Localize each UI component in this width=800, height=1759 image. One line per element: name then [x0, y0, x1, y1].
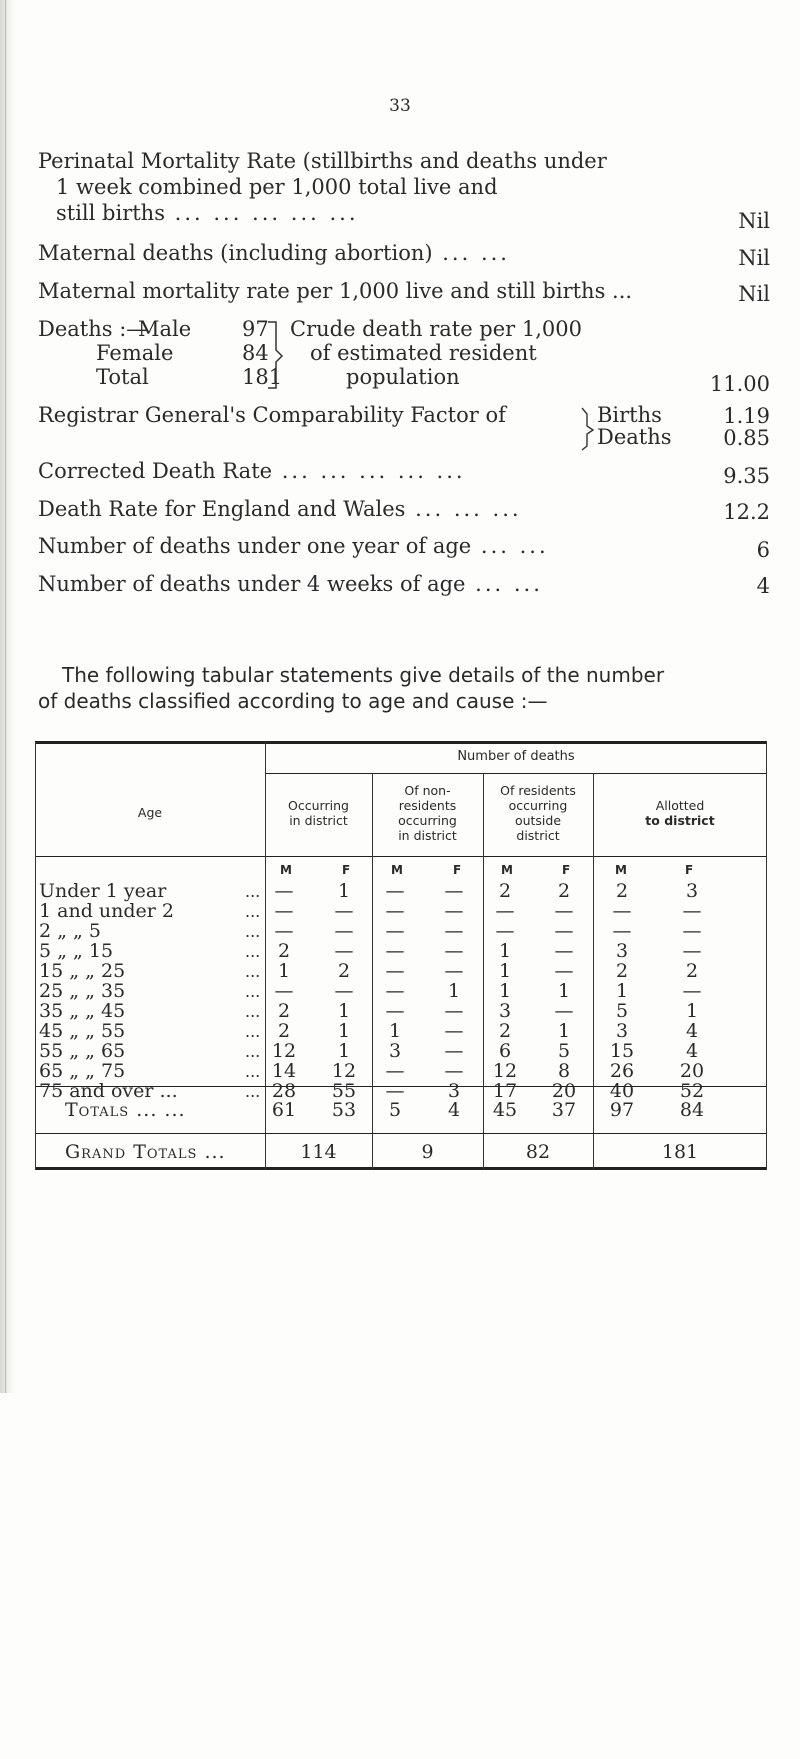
- table-cell: 12: [271, 1040, 297, 1062]
- crude-rate-value: 11.00: [709, 372, 770, 396]
- table-cell: 26: [609, 1060, 635, 1082]
- non-residents-header: Of non- residents occurring in district: [398, 783, 457, 843]
- maternal-deaths-label: Maternal deaths (including abortion) ... ...: [38, 241, 510, 265]
- table-cell: 1: [498, 960, 512, 982]
- table-cell: 3: [615, 940, 629, 962]
- table-cell: —: [554, 900, 574, 922]
- intro-paragraph: [38, 662, 778, 714]
- maternal-rate-label: Maternal mortality rate per 1,000 live and still births ...: [38, 279, 633, 303]
- perinatal-label-line-3: still births ... ... ... ... ...: [56, 201, 359, 225]
- table-cell: 40: [609, 1080, 635, 1102]
- table-cell: —: [682, 920, 702, 942]
- table-cell: 6: [498, 1040, 512, 1062]
- table-cell: —: [444, 920, 464, 942]
- comparability-brace: [580, 406, 596, 452]
- table-cell: —: [274, 980, 294, 1002]
- occurring-in-district-header: Occurring in district: [288, 798, 349, 828]
- table-cell: —: [274, 920, 294, 942]
- table-cell: 8: [557, 1060, 571, 1082]
- age-label: 25 „ „ 35: [39, 980, 126, 1002]
- table-cell: 28: [271, 1080, 297, 1102]
- age-label: 75 and over ...: [39, 1080, 178, 1102]
- page-spine-shadow: [0, 0, 16, 1393]
- table-cell: 3: [498, 1000, 512, 1022]
- age-label: 35 „ „ 45: [39, 1000, 126, 1022]
- age-label: 2 „ „ 5: [39, 920, 101, 942]
- table-cell: 1: [337, 1020, 351, 1042]
- table-cell: 2: [615, 880, 629, 902]
- table-cell: —: [385, 940, 405, 962]
- totals-cell-3: 4: [447, 1099, 461, 1121]
- age-label: 15 „ „ 25: [39, 960, 126, 982]
- crude-rate-desc-line-2: of estimated resident: [310, 341, 537, 365]
- table-cell: 12: [331, 1060, 357, 1082]
- table-cell: —: [444, 1020, 464, 1042]
- table-cell: 3: [615, 1020, 629, 1042]
- table-cell: —: [495, 900, 515, 922]
- allotted-to-district-header: Allotted to district: [645, 798, 715, 828]
- table-top-rule: [35, 741, 767, 744]
- table-cell: —: [554, 960, 574, 982]
- table-cell: 55: [331, 1080, 357, 1102]
- table-cell: —: [612, 900, 632, 922]
- age-label: 45 „ „ 55: [39, 1020, 126, 1042]
- age-label: Under 1 year: [39, 880, 167, 902]
- table-cell: 3: [685, 880, 699, 902]
- table-cell: 1: [388, 1020, 402, 1042]
- table-cell: 14: [271, 1060, 297, 1082]
- table-cell: 1: [337, 1000, 351, 1022]
- table-cell: 2: [277, 1000, 291, 1022]
- table-cell: —: [385, 920, 405, 942]
- table-cell: 3: [388, 1040, 402, 1062]
- header-bottom-rule: [35, 856, 767, 857]
- table-cell: —: [495, 920, 515, 942]
- totals-cell-4: 45: [492, 1099, 518, 1121]
- grand-totals-label: Grand Totals ...: [65, 1141, 226, 1163]
- deaths-prefix: Deaths :—: [38, 317, 148, 341]
- table-cell: 2: [498, 1020, 512, 1042]
- col1-m-label: M: [280, 863, 292, 877]
- grand-total-non-residents: 9: [421, 1141, 434, 1163]
- page-number: 33: [389, 96, 411, 116]
- table-cell: 2: [277, 940, 291, 962]
- deaths-total-label: Total: [96, 365, 149, 389]
- comparability-deaths-label: Deaths: [597, 425, 672, 449]
- age-header: Age: [137, 805, 163, 820]
- deaths-male-value: 97: [242, 317, 269, 341]
- table-cell: 1: [337, 1040, 351, 1062]
- table-cell: 1: [498, 940, 512, 962]
- leader-dots: ...: [245, 1002, 261, 1021]
- age-label: 1 and under 2: [39, 900, 174, 922]
- table-cell: —: [334, 920, 354, 942]
- totals-cell-6: 97: [609, 1099, 635, 1121]
- table-cell: 1: [557, 980, 571, 1002]
- england-wales-rate-value: 12.2: [723, 500, 770, 524]
- table-cell: 5: [615, 1000, 629, 1022]
- comparability-label: Registrar General's Comparability Factor of: [38, 403, 506, 427]
- group-header-rule: [265, 773, 767, 774]
- table-cell: —: [274, 880, 294, 902]
- age-label: 55 „ „ 65: [39, 1040, 126, 1062]
- table-cell: —: [334, 940, 354, 962]
- table-cell: 1: [277, 960, 291, 982]
- table-cell: 2: [557, 880, 571, 902]
- totals-cell-7: 84: [679, 1099, 705, 1121]
- totals-bottom-rule: [35, 1133, 767, 1134]
- corrected-death-rate-label: Corrected Death Rate ... ... ... ... ...: [38, 459, 466, 483]
- table-cell: —: [444, 1060, 464, 1082]
- grand-total-residents-outside: 82: [525, 1141, 551, 1163]
- col2-m-label: M: [391, 863, 403, 877]
- table-cell: 20: [551, 1080, 577, 1102]
- table-cell: —: [385, 900, 405, 922]
- deaths-female-value: 84: [242, 341, 269, 365]
- table-cell: —: [385, 1060, 405, 1082]
- col1-f-label: F: [342, 863, 351, 877]
- table-cell: 20: [679, 1060, 705, 1082]
- table-cell: —: [444, 1040, 464, 1062]
- perinatal-label-line-1: Perinatal Mortality Rate (stillbirths and deaths under: [38, 149, 607, 173]
- deaths-under-one-year-label: Number of deaths under one year of age ... ...: [38, 534, 549, 558]
- comparability-births-label: Births: [597, 403, 662, 427]
- age-label: 65 „ „ 75: [39, 1060, 126, 1082]
- table-cell: —: [554, 1000, 574, 1022]
- table-cell: 2: [615, 960, 629, 982]
- leader-dots: ...: [245, 1042, 261, 1061]
- leader-dots: ...: [245, 902, 261, 921]
- totals-cell-2: 5: [388, 1099, 402, 1121]
- table-cell: —: [385, 1000, 405, 1022]
- table-cell: —: [385, 1080, 405, 1102]
- leader-dots: ...: [245, 1022, 261, 1041]
- table-cell: —: [385, 980, 405, 1002]
- deaths-total-value: 181: [242, 365, 283, 389]
- table-cell: 52: [679, 1080, 705, 1102]
- table-cell: 1: [447, 980, 461, 1002]
- table-cell: —: [612, 920, 632, 942]
- intro-paragraph-line-1: The following tabular statements give details of the number: [62, 663, 665, 687]
- col3-f-label: F: [562, 863, 571, 877]
- table-cell: —: [682, 900, 702, 922]
- table-cell: —: [334, 900, 354, 922]
- table-cell: —: [444, 880, 464, 902]
- table-cell: —: [444, 900, 464, 922]
- grand-total-occurring: 114: [300, 1141, 337, 1163]
- leader-dots: ...: [245, 942, 261, 961]
- comparability-births-value: 1.19: [723, 404, 770, 428]
- table-cell: —: [682, 940, 702, 962]
- table-bottom-rule: [35, 1167, 767, 1170]
- table-cell: 12: [492, 1060, 518, 1082]
- totals-cell-0: 61: [271, 1099, 297, 1121]
- table-cell: —: [444, 1000, 464, 1022]
- leader-dots: ...: [245, 1062, 261, 1081]
- table-cell: —: [554, 920, 574, 942]
- deaths-by-age-table: [35, 741, 767, 1759]
- deaths-brace: [266, 320, 284, 390]
- crude-rate-desc-line-3: population: [346, 365, 460, 389]
- table-cell: —: [385, 960, 405, 982]
- perinatal-label-line-2: 1 week combined per 1,000 total live and: [56, 175, 498, 199]
- table-cell: —: [444, 940, 464, 962]
- table-cell: 4: [685, 1020, 699, 1042]
- leader-dots: ...: [245, 1082, 261, 1101]
- table-cell: 1: [685, 1000, 699, 1022]
- leader-dots: ...: [245, 882, 261, 901]
- col-divider-3: [593, 773, 594, 1170]
- england-wales-rate-label: Death Rate for England and Wales ... ... ...: [38, 497, 522, 521]
- table-cell: —: [444, 960, 464, 982]
- deaths-under-4-weeks-value: 4: [756, 574, 770, 598]
- table-cell: —: [554, 940, 574, 962]
- table-cell: 2: [337, 960, 351, 982]
- deaths-female-label: Female: [96, 341, 174, 365]
- col2-f-label: F: [453, 863, 462, 877]
- maternal-rate-value: Nil: [738, 282, 770, 306]
- table-cell: 3: [447, 1080, 461, 1102]
- leader-dots: ...: [245, 962, 261, 981]
- residents-outside-header: Of residents occurring outside district: [500, 783, 576, 843]
- col3-m-label: M: [501, 863, 513, 877]
- table-cell: 15: [609, 1040, 635, 1062]
- deaths-under-one-year-value: 6: [756, 538, 770, 562]
- table-cell: 4: [685, 1040, 699, 1062]
- maternal-deaths-value: Nil: [738, 246, 770, 270]
- corrected-death-rate-value: 9.35: [723, 464, 770, 488]
- col4-f-label: F: [685, 863, 694, 877]
- table-cell: 2: [685, 960, 699, 982]
- table-cell: 1: [498, 980, 512, 1002]
- crude-rate-desc-line-1: Crude death rate per 1,000: [290, 317, 583, 341]
- grand-total-allotted: 181: [661, 1141, 699, 1163]
- totals-cell-5: 37: [551, 1099, 577, 1121]
- number-of-deaths-header: Number of deaths: [457, 749, 575, 764]
- table-cell: 2: [498, 880, 512, 902]
- page-binding-line: [5, 0, 6, 1393]
- deaths-male-label: Male: [138, 317, 192, 341]
- comparability-deaths-value: 0.85: [723, 426, 770, 450]
- deaths-under-4-weeks-label: Number of deaths under 4 weeks of age ... ...: [38, 572, 543, 596]
- table-cell: 1: [557, 1020, 571, 1042]
- perinatal-value: Nil: [738, 209, 770, 233]
- table-cell: —: [334, 980, 354, 1002]
- table-cell: 5: [557, 1040, 571, 1062]
- age-label: 5 „ „ 15: [39, 940, 114, 962]
- totals-cell-1: 53: [331, 1099, 357, 1121]
- table-cell: —: [385, 880, 405, 902]
- table-cell: 1: [615, 980, 629, 1002]
- table-cell: 1: [337, 880, 351, 902]
- table-cell: 2: [277, 1020, 291, 1042]
- intro-paragraph-line-2: of deaths classified according to age and cause :—: [38, 689, 548, 713]
- table-cell: 17: [492, 1080, 518, 1102]
- leader-dots: ...: [245, 982, 261, 1001]
- leader-dots: ...: [245, 922, 261, 941]
- table-cell: —: [274, 900, 294, 922]
- col4-m-label: M: [615, 863, 627, 877]
- table-cell: —: [682, 980, 702, 1002]
- totals-label: Totals ... ...: [65, 1099, 186, 1121]
